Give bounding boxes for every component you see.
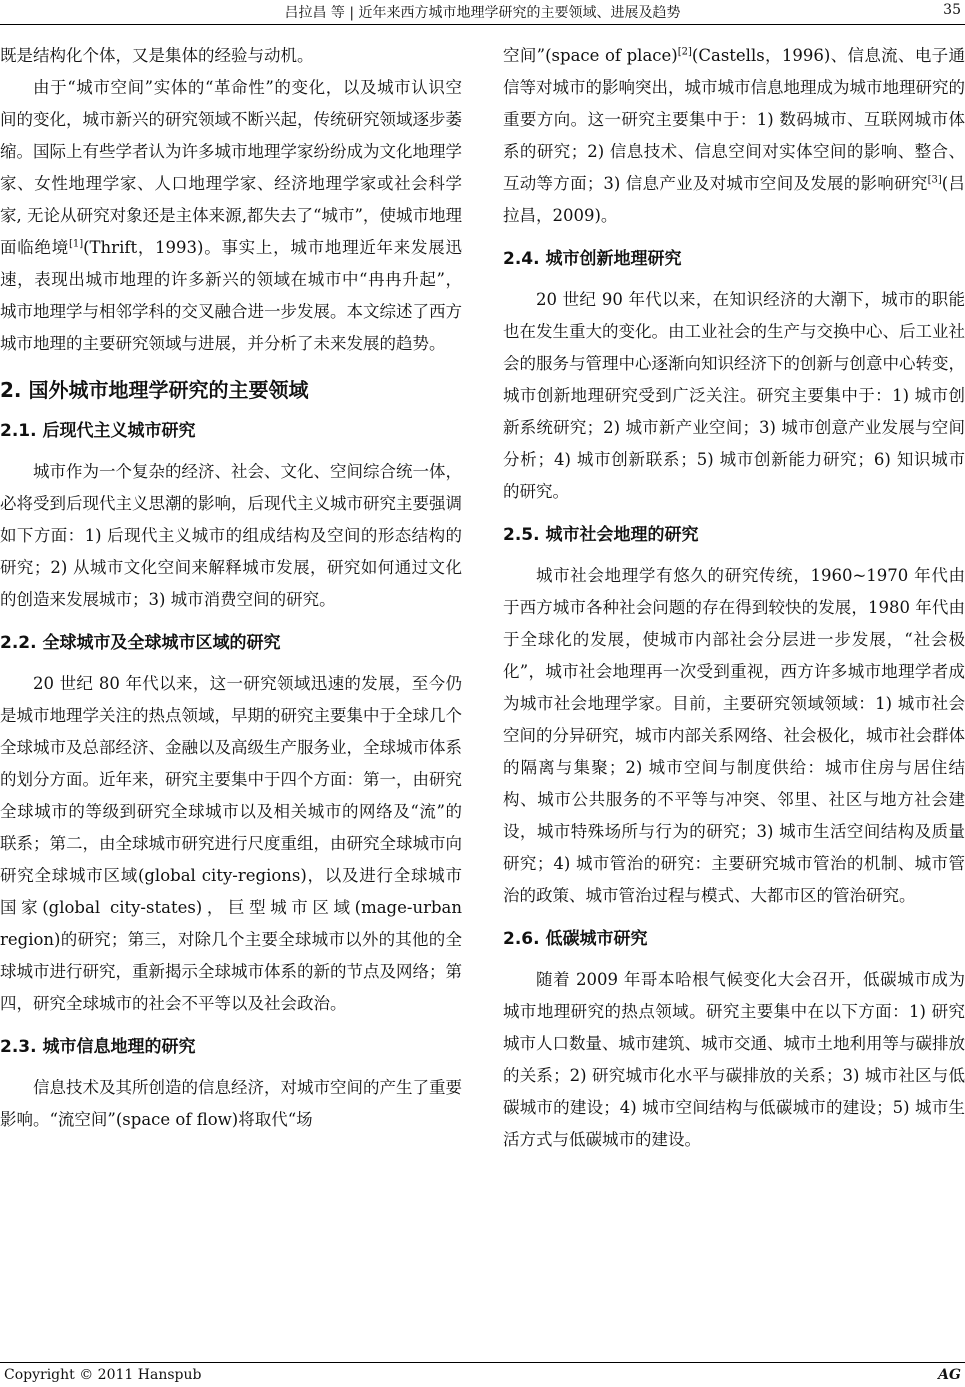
running-title: 吕拉昌 等 | 近年来西方城市地理学研究的主要领域、进展及趋势 <box>284 5 681 21</box>
paragraph-continued: 既是结构化个体，又是集体的经验与动机。 <box>0 46 314 65</box>
paragraph-intro-text-b: (Thrift，1993)。事实上，城市地理近年来发展迅速，表现出城市地理的许多新兴的领域在城市中“冉冉升起”，城市地理学与相邻学科的交叉融合进一步发展。本文综述了西方城市地理的主要研究领域与进展，并分析了未来发展的趋势。 <box>0 238 462 353</box>
paragraph-text-c: (吕拉昌，2009)。 <box>503 174 965 225</box>
journal-abbreviation: AG <box>938 1367 961 1383</box>
subsection-heading-2-4: 2.4. 城市创新地理研究 <box>503 249 682 269</box>
page-footer <box>0 1362 965 1387</box>
page-number: 35 <box>943 2 961 18</box>
citation-1[interactable]: [1] <box>68 238 84 250</box>
paragraph-2-4: 20 世纪 90 年代以来，在知识经济的大潮下，城市的职能也在发生重大的变化。由工业社会的生产与交换中心、后工业社会的服务与管理中心逐渐向知识经济下的创新与创意中心转变，城市创新地理研究受到广泛关注。研究主要集中于：1) 城市创新系统研究；2) 城市新产业空间；3) 城市创意产业发展与空间分析；4) 城市创新联系；5) 城市创新能力研究；6) 知识城市的研究。 <box>503 290 965 501</box>
citation-3[interactable]: [3] <box>927 174 942 186</box>
paragraph-2-6: 随着 2009 年哥本哈根气候变化大会召开，低碳城市成为城市地理研究的热点领域。研究主要集中在以下方面：1) 研究城市人口数量、城市建筑、城市交通、城市土地利用等与碳排放的关系；2) 研究城市化水平与碳排放的关系；3) 城市社区与低碳城市的建设；4) 城市空间结构与低碳城市的建设；5) 城市生活方式与低碳城市的建设。 <box>503 970 965 1149</box>
subsection-heading-2-2: 2.2. 全球城市及全球城市区域的研究 <box>0 633 281 653</box>
paragraph-intro-text-a: 由于“城市空间”实体的“革命性”的变化，以及城市认识空间的变化，城市新兴的研究领域不断兴起，传统研究领域逐步萎缩。国际上有些学者认为许多城市地理学家纷纷成为文化地理学家、女性地理学家、人口地理学家、经济地理学家或社会科学家, 无论从研究对象还是主体来源,都失去了“城市”，使城市地理面临绝境 <box>0 78 462 257</box>
paragraph-intro <box>0 72 462 360</box>
section-heading-2: 2. 国外城市地理学研究的主要领域 <box>0 378 309 402</box>
subsection-heading-2-1: 2.1. 后现代主义城市研究 <box>0 421 196 441</box>
paragraph-2-5: 城市社会地理学有悠久的研究传统，1960~1970 年代由于西方城市各种社会问题的存在得到较快的发展，1980 年代由于全球化的发展，使城市内部社会分层进一步发展，“社会极化”，城市社会地理再一次受到重视，西方许多城市地理学者成为城市社会地理学家。目前，主要研究领域领域：1) 城市社会空间的分异研究，城市内部关系网络、社会极化，城市社会群体的隔离与集聚；2) 城市空间与制度供给：城市住房与居住结构、城市公共服务的不平等与冲突、邻里、社区与地方社会建设，城市特殊场所与行为的研究；3) 城市生活空间结构及质量研究；4) 城市管治的研究：主要研究城市管治的机制、城市管治的政策、城市管治过程与模式、大都市区的管治研究。 <box>503 566 965 905</box>
citation-2[interactable]: [2] <box>677 46 692 58</box>
paragraph-2-3: 信息技术及其所创造的信息经济，对城市空间的产生了重要影响。“流空间”(space of flow)将取代“场 <box>0 1078 462 1129</box>
left-column <box>0 40 462 1136</box>
paragraph-2-2: 20 世纪 80 年代以来，这一研究领域迅速的发展，至今仍是城市地理学关注的热点领域，早期的研究主要集中于全球几个全球城市及总部经济、金融以及高级生产服务业，全球城市体系的划分方面。近年来，研究主要集中于四个方面：第一，由研究全球城市的等级到研究全球城市以及相关城市的网络及“流”的联系；第二，由全球城市研究进行尺度重组，由研究全球城市向研究全球城市区域(global city-regions)，以及进行全球城市国家(global city-states)，巨型城市区域(mage-urban region)的研究；第三，对除几个主要全球城市以外的其他的全球城市进行研究，重新揭示全球城市体系的新的节点及网络；第四，研究全球城市的社会不平等以及社会政治。 <box>0 674 462 1013</box>
subsection-heading-2-6: 2.6. 低碳城市研究 <box>503 929 648 949</box>
right-column <box>503 40 965 1156</box>
copyright-notice: Copyright © 2011 Hanspub <box>4 1367 202 1383</box>
paragraph-2-3-continued <box>503 40 965 232</box>
paragraph-2-1: 城市作为一个复杂的经济、社会、文化、空间综合统一体，必将受到后现代主义思潮的影响，后现代主义城市研究主要强调如下方面：1) 后现代主义城市的组成结构及空间的形态结构的研究；2) 从城市文化空间来解释城市发展，研究如何通过文化的创造来发展城市；3) 城市消费空间的研究。 <box>0 462 462 609</box>
subsection-heading-2-5: 2.5. 城市社会地理的研究 <box>503 525 699 545</box>
subsection-heading-2-3: 2.3. 城市信息地理的研究 <box>0 1037 196 1057</box>
paragraph-text-b: (Castells，1996)、信息流、电子通信等对城市的影响突出，城市城市信息地理成为城市地理研究的重要方向。这一研究主要集中于：1) 数码城市、互联网城市体系的研究；2) 信息技术、信息空间对实体空间的影响、整合、互动等方面；3) 信息产业及对城市空间及发展的影响研究 <box>503 46 965 193</box>
running-header <box>0 0 965 25</box>
paragraph-text-a: 空间”(space of place) <box>503 46 678 65</box>
